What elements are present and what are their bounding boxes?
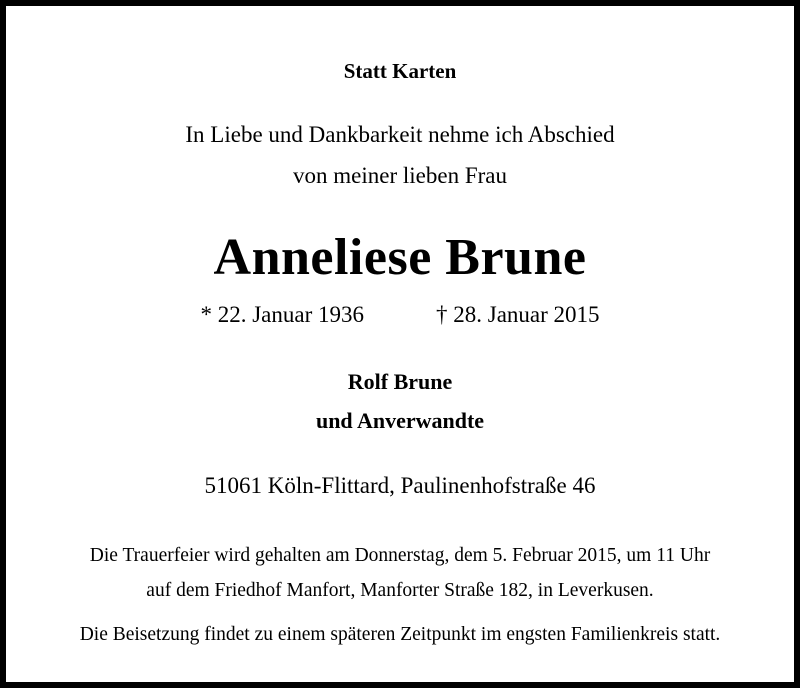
mourner-address: 51061 Köln-Flittard, Paulinenhofstraße 46	[204, 473, 596, 498]
funeral-info-line-2: auf dem Friedhof Manfort, Manforter Straße 182, in Leverkusen.	[146, 580, 654, 601]
death-date: † 28. Januar 2015	[436, 302, 600, 327]
intro-line-2: von meiner lieben Frau	[293, 163, 507, 188]
intro-line-1: In Liebe und Dankbarkeit nehme ich Abschied	[185, 122, 615, 147]
burial-info: Die Beisetzung findet zu einem späteren Zeitpunkt im engsten Familienkreis statt.	[79, 624, 721, 645]
funeral-info-line-1: Die Trauerfeier wird gehalten am Donnerstag, dem 5. Februar 2015, um 11 Uhr	[89, 545, 711, 566]
mourner-name: Rolf Brune	[347, 369, 453, 394]
life-dates	[6, 303, 794, 326]
deceased-name: Anneliese Brune	[213, 229, 587, 286]
birth-date: * 22. Januar 1936	[200, 302, 364, 327]
mourner-relatives: und Anverwandte	[315, 408, 485, 433]
notice-heading: Statt Karten	[343, 59, 457, 83]
